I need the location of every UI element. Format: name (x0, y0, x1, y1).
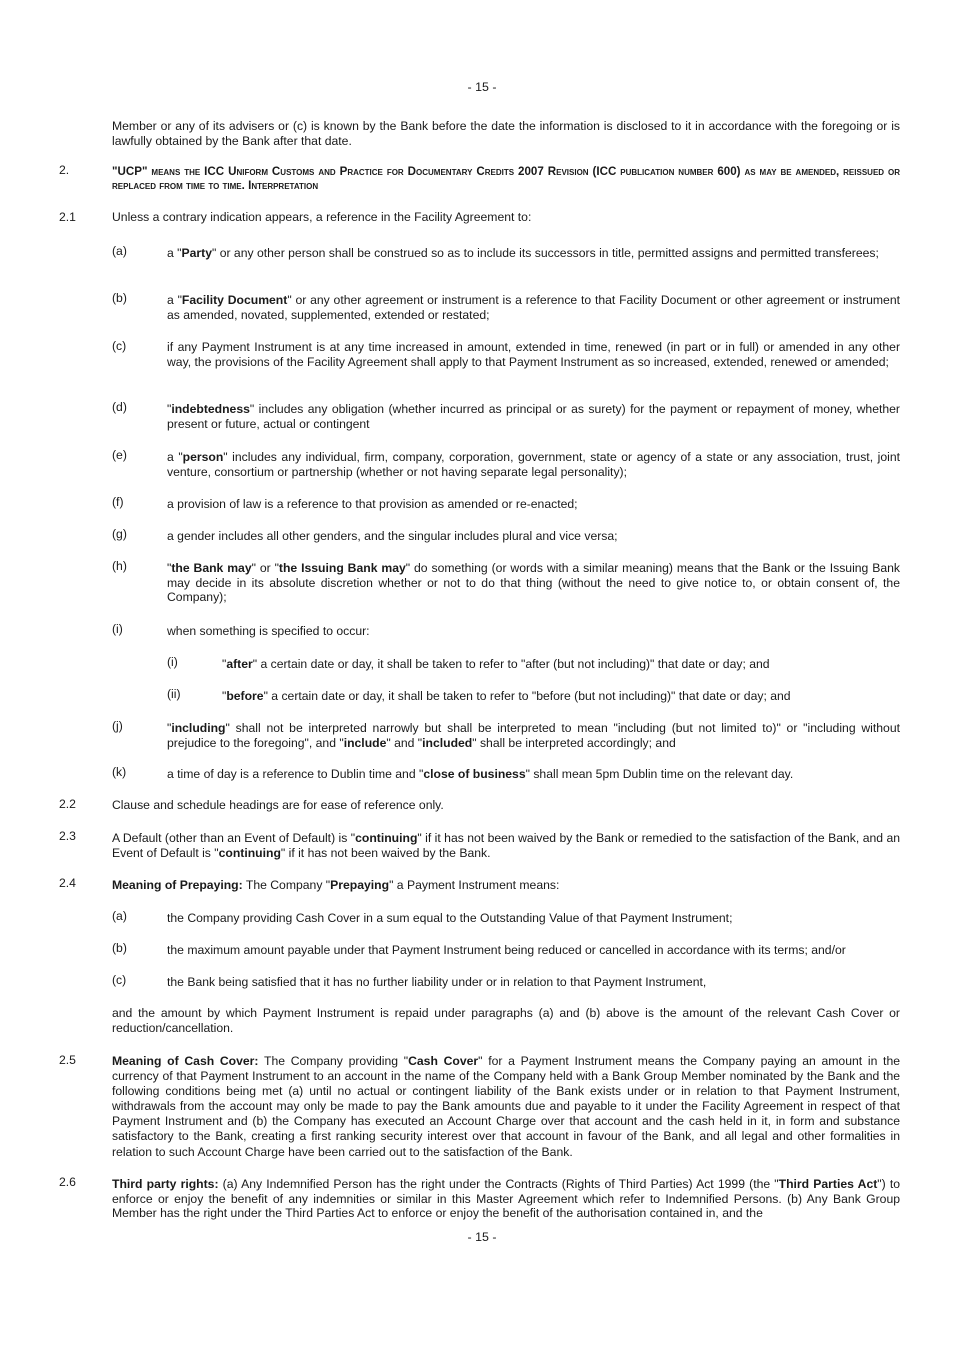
item-label: (f) (112, 495, 124, 509)
continuation-paragraph: Member or any of its advisers or (c) is known by the Bank before the date the information is disclosed to it in accordance with the foregoing or is lawfully obtained by the Bank after that date. (112, 119, 900, 148)
item-label: (b) (112, 941, 127, 955)
list-item: a "person" includes any individual, firm, company, corporation, government, state or agency of a state or any association, trust, joint venture, consortium or partnership (whether or not having separate legal personality); (167, 450, 900, 479)
clause-2-6-heading: Third party rights: (112, 1177, 219, 1191)
item-label: (c) (112, 973, 127, 987)
sub-list-item: "after" a certain date or day, it shall be taken to refer to "after (but not including)" that date or day; and (222, 657, 770, 671)
clause-2-4-number: 2.4 (59, 876, 76, 890)
clause-2-4-text: Meaning of Prepaying: The Company "Prepaying" a Payment Instrument means: (112, 878, 560, 892)
list-item: the Bank being satisfied that it has no further liability under or in relation to that Payment Instrument, (167, 975, 707, 989)
list-item: a "Facility Document" or any other agreement or instrument is a reference to that Facility Document or other agreement or instrument as amended, novated, supplemented, extended or restated; (167, 293, 901, 322)
item-label: (a) (112, 244, 127, 258)
clause-2-2-number: 2.2 (59, 797, 76, 811)
clause-2-3-number: 2.3 (59, 829, 76, 843)
list-item: a gender includes all other genders, and the singular includes plural and vice versa; (167, 529, 618, 543)
page-number-top: - 15 - (467, 80, 497, 94)
item-label: (c) (112, 339, 127, 353)
clause-2-5-heading: Meaning of Cash Cover: (112, 1054, 259, 1068)
item-label: (g) (112, 527, 127, 541)
interpretation-heading: Interpretation (248, 179, 319, 192)
ucp-definition: "UCP" means the ICC Uniform Customs and Practice for Documentary Credits 2007 Revision (ICC publication number 600) as may be amended, reissued or replaced from time to time. (112, 165, 900, 192)
clause-2-5-text: Meaning of Cash Cover: The Company providing "Cash Cover" for a Payment Instrument means the Company paying an amount in the currency of that Payment Instrument to an account in the name of the Company held with a Bank Group Member nominated by the Bank and the following conditions being met (a) until no actual or contingent liability of the Bank exists under or in relation to that Payment Instrument, withdrawals from the account may only be made to pay the Bank amounts due and payable to it under the Facility Agreement in respect of that Payment Instrument and (b) the Company has executed an Account Charge over that account and the cash held in it, in form and substance satisfactory to the Bank, creating a first ranking security interest over that account in favour of the Bank, and all legal and other formalities in relation to such Account Charge have been carried out to the satisfaction of the Bank. (112, 1054, 900, 1159)
clause-2-definition (112, 165, 900, 193)
list-item: a "Party" or any other person shall be construed so as to include its successors in title, permitted assigns and permitted transferees; (167, 246, 879, 260)
list-item: if any Payment Instrument is at any time increased in amount, extended in time, renewed (in part or in full) or amended in any other way, the provisions of the Facility Agreement shall apply to that Payment Instrument as so increased, extended, renewed or amended; (167, 340, 900, 369)
clause-2-6-text: Third party rights: (a) Any Indemnified Person has the right under the Contracts (Rights of Third Parties) Act 1999 (the "Third Parties Act") to enforce or enjoy the benefit of any indemnities or similar in this Master Agreement which refer to Indemnified Persons. (b) Any Bank Group Member has the right under the Third Parties Act to enforce or enjoy the benefit of the authorisation contained in, and the (112, 1177, 900, 1221)
clause-2-4-tail: and the amount by which Payment Instrument is repaid under paragraphs (a) and (b) above is the amount of the relevant Cash Cover or reduction/cancellation. (112, 1006, 900, 1035)
clause-2-4-heading: Meaning of Prepaying: (112, 878, 243, 892)
list-item: the Company providing Cash Cover in a sum equal to the Outstanding Value of that Payment Instrument; (167, 911, 733, 925)
item-label: (a) (112, 909, 127, 923)
clause-2-number: 2. (59, 163, 70, 177)
item-label: (h) (112, 559, 127, 573)
item-label: (d) (112, 400, 127, 414)
list-item: a time of day is a reference to Dublin time and "close of business" shall mean 5pm Dublin time on the relevant day. (167, 767, 794, 781)
clause-2-5-number: 2.5 (59, 1053, 76, 1067)
clause-2-2-text: Clause and schedule headings are for ease of reference only. (112, 798, 444, 812)
list-item: "the Bank may" or "the Issuing Bank may" do something (or words with a similar meaning) means that the Bank or the Issuing Bank may decide in its absolute discretion whether or not to do that thing (without the need to give notice to, or obtain consent of, the Company); (167, 561, 901, 605)
list-item: "including" shall not be interpreted narrowly but shall be interpreted to mean "including (but not limited to)" or "including without prejudice to the foregoing", and "include" and "included" shall be interpreted accordingly; and (167, 721, 900, 750)
item-label: (b) (112, 291, 127, 305)
clause-2-6-number: 2.6 (59, 1175, 76, 1189)
subitem-label: (ii) (167, 687, 181, 701)
clause-2-1-number: 2.1 (59, 210, 76, 224)
clause-2-3-text: A Default (other than an Event of Default) is "continuing" if it has not been waived by the Bank or remedied to the satisfaction of the Bank, and an Event of Default is "continuing" if it has not been waived by the Bank. (112, 831, 901, 860)
list-item: a provision of law is a reference to that provision as amended or re-enacted; (167, 497, 578, 511)
list-item: the maximum amount payable under that Payment Instrument being reduced or cancelled in accordance with its terms; and/or (167, 943, 846, 957)
list-item: "indebtedness" includes any obligation (whether incurred as principal or as surety) for the payment or repayment of money, whether present or future, actual or contingent (167, 402, 900, 431)
page-number-bottom: - 15 - (467, 1230, 497, 1244)
item-label: (j) (112, 719, 123, 733)
sub-list-item: "before" a certain date or day, it shall be taken to refer to "before (but not including)" that date or day; and (222, 689, 791, 703)
item-label: (i) (112, 622, 123, 636)
item-label: (e) (112, 448, 127, 462)
list-item: when something is specified to occur: (167, 624, 370, 638)
item-label: (k) (112, 765, 127, 779)
clause-2-1-intro: Unless a contrary indication appears, a reference in the Facility Agreement to: (112, 210, 532, 224)
subitem-label: (i) (167, 655, 178, 669)
